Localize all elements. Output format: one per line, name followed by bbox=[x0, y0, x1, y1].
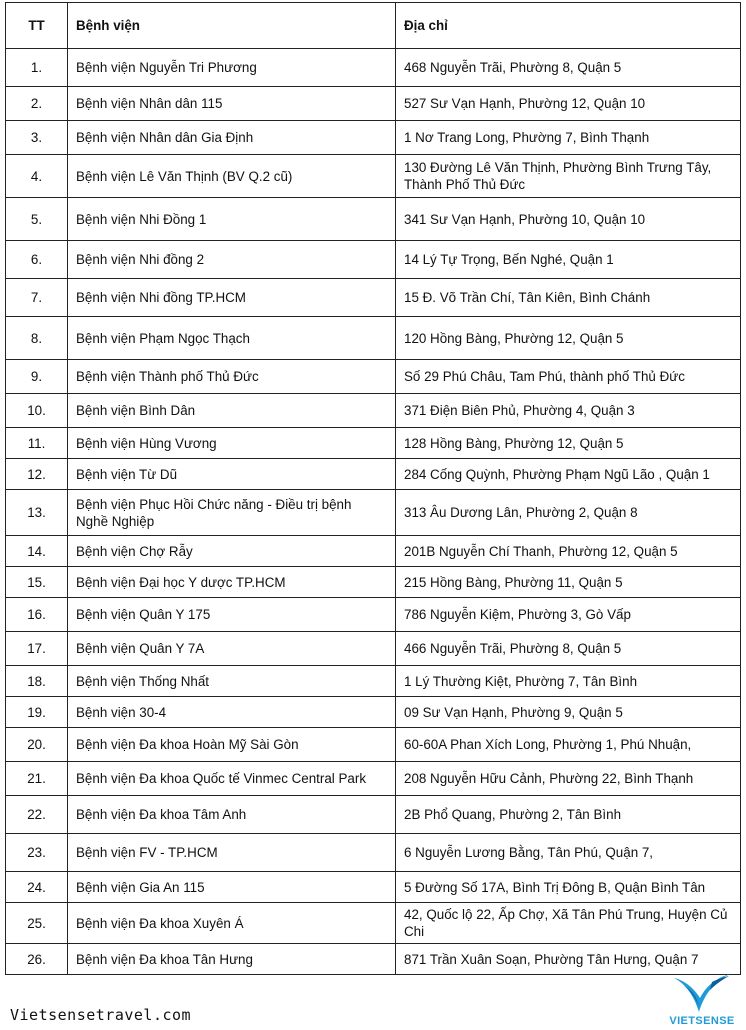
logo-text: VIETSENSE bbox=[669, 1015, 735, 1027]
hospital-address: 1 Nơ Trang Long, Phường 7, Bình Thạnh bbox=[396, 121, 741, 155]
row-number: 23. bbox=[6, 834, 68, 872]
hospital-table bbox=[5, 2, 741, 975]
table-row bbox=[6, 834, 741, 872]
hospital-name: Bệnh viện Từ Dũ bbox=[68, 459, 396, 490]
table-row bbox=[6, 666, 741, 697]
table-header-row bbox=[6, 3, 741, 49]
row-number: 12. bbox=[6, 459, 68, 490]
row-number: 14. bbox=[6, 536, 68, 567]
table-row bbox=[6, 598, 741, 632]
table-row bbox=[6, 394, 741, 428]
row-number: 5. bbox=[6, 198, 68, 241]
hospital-address: 208 Nguyễn Hữu Cảnh, Phường 22, Bình Thạnh bbox=[396, 762, 741, 796]
row-number: 21. bbox=[6, 762, 68, 796]
header-address: Địa chỉ bbox=[396, 3, 741, 49]
hospital-address: 60-60A Phan Xích Long, Phường 1, Phú Nhuận, bbox=[396, 728, 741, 762]
hospital-address: 2B Phổ Quang, Phường 2, Tân Bình bbox=[396, 796, 741, 834]
hospital-address: 284 Cống Quỳnh, Phường Phạm Ngũ Lão , Quận 1 bbox=[396, 459, 741, 490]
table-row bbox=[6, 490, 741, 536]
table-row bbox=[6, 49, 741, 87]
row-number: 15. bbox=[6, 567, 68, 598]
hospital-address: 120 Hồng Bàng, Phường 12, Quận 5 bbox=[396, 317, 741, 360]
row-number: 1. bbox=[6, 49, 68, 87]
row-number: 16. bbox=[6, 598, 68, 632]
hospital-address: 466 Nguyễn Trãi, Phường 8, Quận 5 bbox=[396, 632, 741, 666]
hospital-name: Bệnh viện Thống Nhất bbox=[68, 666, 396, 697]
hospital-address: 6 Nguyễn Lương Bằng, Tân Phú, Quận 7, bbox=[396, 834, 741, 872]
table-row bbox=[6, 121, 741, 155]
row-number: 4. bbox=[6, 155, 68, 198]
hospital-address: 128 Hồng Bàng, Phường 12, Quận 5 bbox=[396, 428, 741, 459]
table-row bbox=[6, 198, 741, 241]
vietsense-bird-logo-icon bbox=[672, 972, 732, 1016]
hospital-name: Bệnh viện Lê Văn Thịnh (BV Q.2 cũ) bbox=[68, 155, 396, 198]
row-number: 17. bbox=[6, 632, 68, 666]
header-hospital: Bệnh viện bbox=[68, 3, 396, 49]
hospital-name: Bệnh viện Đa khoa Quốc tế Vinmec Central Park bbox=[68, 762, 396, 796]
row-number: 25. bbox=[6, 903, 68, 944]
hospital-name: Bệnh viện Nhân dân Gia Định bbox=[68, 121, 396, 155]
table-row bbox=[6, 567, 741, 598]
hospital-name: Bệnh viện Đa khoa Hoàn Mỹ Sài Gòn bbox=[68, 728, 396, 762]
hospital-name: Bệnh viện 30-4 bbox=[68, 697, 396, 728]
hospital-name: Bệnh viện Nhi đồng TP.HCM bbox=[68, 279, 396, 317]
hospital-name: Bệnh viện Đại học Y dược TP.HCM bbox=[68, 567, 396, 598]
table-row bbox=[6, 155, 741, 198]
table-row bbox=[6, 241, 741, 279]
hospital-address: 341 Sư Vạn Hạnh, Phường 10, Quận 10 bbox=[396, 198, 741, 241]
row-number: 9. bbox=[6, 360, 68, 394]
table-row bbox=[6, 536, 741, 567]
row-number: 19. bbox=[6, 697, 68, 728]
row-number: 20. bbox=[6, 728, 68, 762]
hospital-address: 786 Nguyễn Kiệm, Phường 3, Gò Vấp bbox=[396, 598, 741, 632]
vietsense-logo bbox=[664, 972, 740, 1028]
hospital-name: Bệnh viện Đa khoa Xuyên Á bbox=[68, 903, 396, 944]
header-tt: TT bbox=[6, 3, 68, 49]
table-row bbox=[6, 428, 741, 459]
table-row bbox=[6, 459, 741, 490]
table-row bbox=[6, 944, 741, 975]
row-number: 3. bbox=[6, 121, 68, 155]
row-number: 18. bbox=[6, 666, 68, 697]
table-row bbox=[6, 697, 741, 728]
row-number: 11. bbox=[6, 428, 68, 459]
hospital-address: 14 Lý Tự Trọng, Bến Nghé, Quận 1 bbox=[396, 241, 741, 279]
hospital-name: Bệnh viện Chợ Rẫy bbox=[68, 536, 396, 567]
table-row bbox=[6, 872, 741, 903]
row-number: 7. bbox=[6, 279, 68, 317]
hospital-name: Bệnh viện Quân Y 7A bbox=[68, 632, 396, 666]
row-number: 22. bbox=[6, 796, 68, 834]
hospital-address: 5 Đường Số 17A, Bình Trị Đông B, Quận Bình Tân bbox=[396, 872, 741, 903]
table-body bbox=[6, 49, 741, 975]
table-row bbox=[6, 279, 741, 317]
row-number: 13. bbox=[6, 490, 68, 536]
hospital-address: 871 Trần Xuân Soạn, Phường Tân Hưng, Quận 7 bbox=[396, 944, 741, 975]
hospital-address: 09 Sư Vạn Hạnh, Phường 9, Quận 5 bbox=[396, 697, 741, 728]
hospital-address: 527 Sư Vạn Hạnh, Phường 12, Quận 10 bbox=[396, 87, 741, 121]
hospital-address: 15 Đ. Võ Trần Chí, Tân Kiên, Bình Chánh bbox=[396, 279, 741, 317]
hospital-address: 201B Nguyễn Chí Thanh, Phường 12, Quận 5 bbox=[396, 536, 741, 567]
row-number: 24. bbox=[6, 872, 68, 903]
table-row bbox=[6, 317, 741, 360]
row-number: 8. bbox=[6, 317, 68, 360]
hospital-name: Bệnh viện Phạm Ngọc Thạch bbox=[68, 317, 396, 360]
table-row bbox=[6, 728, 741, 762]
table-row bbox=[6, 87, 741, 121]
hospital-name: Bệnh viện Nhân dân 115 bbox=[68, 87, 396, 121]
hospital-name: Bệnh viện Đa khoa Tân Hưng bbox=[68, 944, 396, 975]
hospital-name: Bệnh viện Nguyễn Tri Phương bbox=[68, 49, 396, 87]
row-number: 6. bbox=[6, 241, 68, 279]
hospital-address: 313 Âu Dương Lân, Phường 2, Quận 8 bbox=[396, 490, 741, 536]
row-number: 26. bbox=[6, 944, 68, 975]
hospital-name: Bệnh viện Hùng Vương bbox=[68, 428, 396, 459]
table-row bbox=[6, 762, 741, 796]
hospital-address: 371 Điện Biên Phủ, Phường 4, Quận 3 bbox=[396, 394, 741, 428]
row-number: 10. bbox=[6, 394, 68, 428]
table-row bbox=[6, 632, 741, 666]
hospital-name: Bệnh viện Quân Y 175 bbox=[68, 598, 396, 632]
hospital-name: Bệnh viện Đa khoa Tâm Anh bbox=[68, 796, 396, 834]
row-number: 2. bbox=[6, 87, 68, 121]
hospital-address: 1 Lý Thường Kiệt, Phường 7, Tân Bình bbox=[396, 666, 741, 697]
hospital-address: 468 Nguyễn Trãi, Phường 8, Quận 5 bbox=[396, 49, 741, 87]
hospital-address: 130 Đường Lê Văn Thịnh, Phường Bình Trưng Tây, Thành Phố Thủ Đức bbox=[396, 155, 741, 198]
hospital-name: Bệnh viện Bình Dân bbox=[68, 394, 396, 428]
hospital-name: Bệnh viện Thành phố Thủ Đức bbox=[68, 360, 396, 394]
hospital-name: Bệnh viện Phục Hồi Chức năng - Điều trị bệnh Nghề Nghiệp bbox=[68, 490, 396, 536]
hospital-address: 215 Hồng Bàng, Phường 11, Quận 5 bbox=[396, 567, 741, 598]
hospital-address: Số 29 Phú Châu, Tam Phú, thành phố Thủ Đức bbox=[396, 360, 741, 394]
hospital-name: Bệnh viện Gia An 115 bbox=[68, 872, 396, 903]
hospital-name: Bệnh viện Nhi Đồng 1 bbox=[68, 198, 396, 241]
website-footer: Vietsensetravel.com bbox=[10, 1006, 192, 1024]
hospital-name: Bệnh viện FV - TP.HCM bbox=[68, 834, 396, 872]
table-row bbox=[6, 796, 741, 834]
table-row bbox=[6, 903, 741, 944]
hospital-name: Bệnh viện Nhi đồng 2 bbox=[68, 241, 396, 279]
hospital-address: 42, Quốc lộ 22, Ấp Chợ, Xã Tân Phú Trung, Huyện Củ Chi bbox=[396, 903, 741, 944]
table-row bbox=[6, 360, 741, 394]
